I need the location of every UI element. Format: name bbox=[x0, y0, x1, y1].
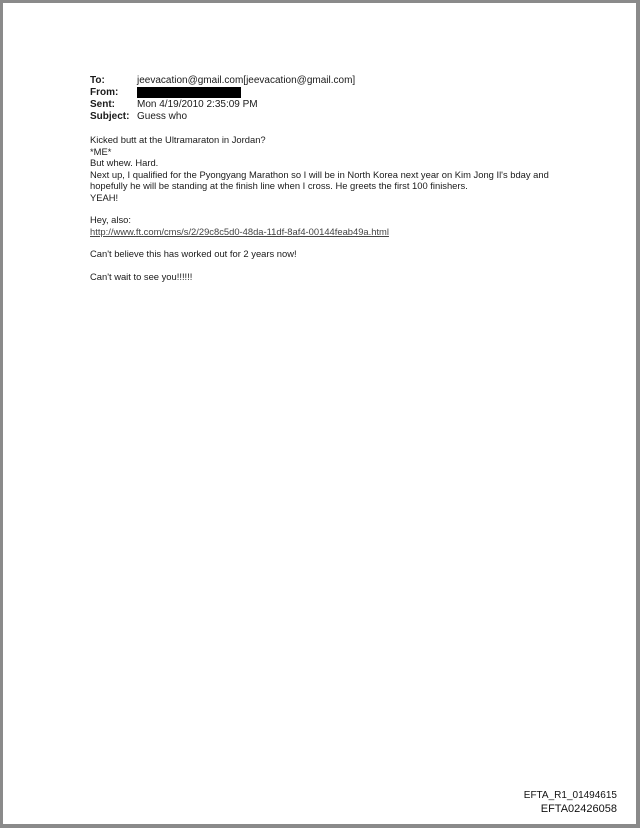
subject-row bbox=[90, 111, 355, 123]
document-page bbox=[3, 3, 636, 824]
body-line: YEAH! bbox=[90, 191, 119, 203]
from-label: From: bbox=[90, 87, 119, 98]
subject-value: Guess who bbox=[137, 111, 188, 122]
body-line: Can't wait to see you!!!!!! bbox=[90, 270, 193, 282]
email-header bbox=[90, 75, 355, 123]
body-line: *ME* bbox=[90, 145, 112, 157]
body-line: Hey, also: bbox=[90, 214, 131, 225]
bates-id-2: EFTA02426058 bbox=[540, 803, 617, 815]
bates-id-1: EFTA_R1_01494615 bbox=[523, 790, 617, 801]
article-link[interactable]: http://www.ft.com/cms/s/2/29c8c5d0-48da-11df-8af4-00144feab49a.html bbox=[90, 225, 389, 237]
subject-label: Subject: bbox=[90, 111, 130, 122]
body-line: Can't believe this has worked out for 2 years now! bbox=[90, 248, 297, 259]
body-line: But whew. Hard. bbox=[90, 157, 159, 168]
to-row bbox=[90, 75, 355, 87]
body-line: Next up, I qualified for the Pyongyang Marathon so I will be in North Korea next year on Kim Jong Il's bday and hopefully he will be standing at the finish line when I cross. He greets the first 100 finishers. bbox=[90, 168, 549, 191]
from-redaction bbox=[137, 87, 241, 98]
email-body bbox=[90, 134, 560, 282]
body-line: Kicked butt at the Ultramaraton in Jordan? bbox=[90, 134, 266, 145]
sent-label: Sent: bbox=[90, 99, 115, 110]
to-label: To: bbox=[90, 75, 105, 86]
bates-stamp bbox=[524, 789, 617, 816]
sent-row bbox=[90, 99, 355, 111]
sent-value: Mon 4/19/2010 2:35:09 PM bbox=[137, 99, 258, 110]
from-row bbox=[90, 87, 355, 99]
to-value: jeevacation@gmail.com[jeevacation@gmail.com] bbox=[137, 75, 356, 86]
